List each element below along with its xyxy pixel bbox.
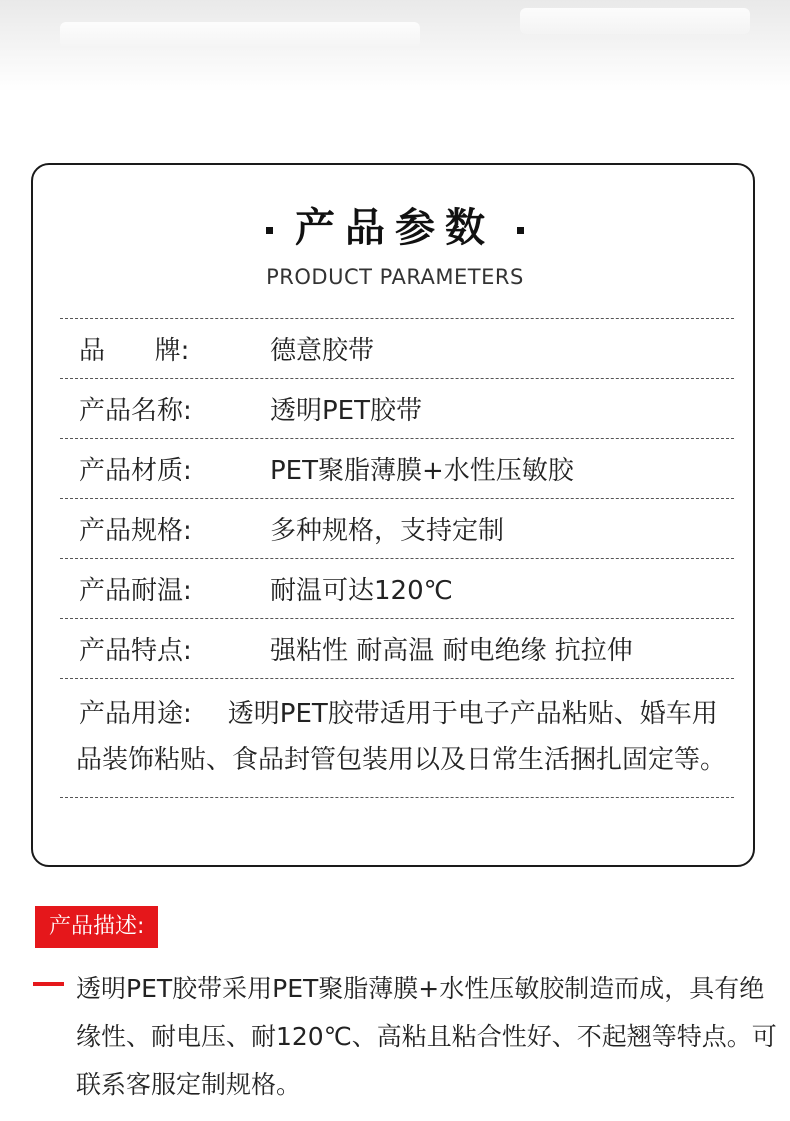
title-text: 产品参数 [295, 205, 495, 251]
title-dot-right [517, 227, 524, 234]
param-label: 品 牌: [79, 336, 190, 366]
title-dot-left [266, 227, 273, 234]
param-label: 产品规格: [79, 516, 192, 546]
param-value: 透明PET胶带适用于电子产品粘贴、婚车用品装饰粘贴、食品封管包装用以及日常生活捆扎固定等。 [76, 699, 727, 775]
banner-highlight [520, 8, 750, 34]
param-row-spec [60, 498, 734, 558]
param-value: 耐温可达120℃ [270, 576, 453, 606]
param-label: 产品名称: [79, 396, 192, 426]
description-marker [33, 982, 64, 986]
param-value: 德意胶带 [270, 336, 375, 366]
parameter-list [60, 318, 734, 798]
param-row-usage [60, 678, 734, 798]
param-row-brand [60, 318, 734, 378]
param-value: 多种规格，支持定制 [270, 516, 505, 546]
param-row-material [60, 438, 734, 498]
param-row-features [60, 618, 734, 678]
param-label: 产品耐温: [79, 576, 192, 606]
param-label: 产品特点: [79, 636, 192, 666]
top-banner-fade [0, 0, 790, 92]
section-title [0, 196, 790, 253]
param-value: 透明PET胶带 [270, 396, 422, 426]
param-row-name [60, 378, 734, 438]
param-label: 产品用途: [79, 699, 192, 729]
section-subtitle: PRODUCT PARAMETERS [266, 265, 524, 289]
param-row-temperature [60, 558, 734, 618]
description-text: 透明PET胶带采用PET聚脂薄膜+水性压敏胶制造而成，具有绝缘性、耐电压、耐120℃、高粘且粘合性好、不起翘等特点。可联系客服定制规格。 [76, 974, 777, 1099]
param-value: PET聚脂薄膜+水性压敏胶 [270, 456, 574, 486]
banner-highlight [60, 22, 420, 48]
param-value: 强粘性 耐高温 耐电绝缘 抗拉伸 [270, 636, 633, 666]
param-label: 产品材质: [79, 456, 192, 486]
description-badge: 产品描述: [35, 906, 158, 948]
